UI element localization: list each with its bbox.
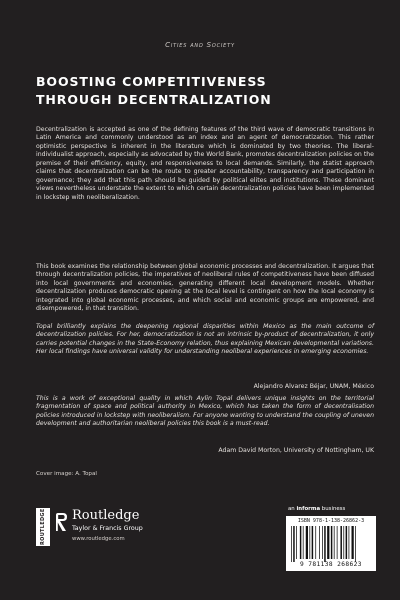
informa-brand: informa <box>296 506 321 512</box>
barcode-number: 9 781138 268623 <box>300 561 362 568</box>
barcode-bars <box>290 526 372 562</box>
barcode-bar <box>319 526 320 559</box>
endorsement-1-author: Alejandro Alvarez Béjar, UNAM, México <box>253 383 374 390</box>
endorsement-1-text: Topal brilliantly explains the deepening regional disparities within Mexico as the main outcome of decentralization policies. For her, democratization is not an intrinsic by-product of decentralization, it only carries potential changes in the State-Economy relation, thus explaining Mexican developmental variations. Her local findings have universal validity for understanding neoliberal experiences in emerging economies. <box>36 323 374 356</box>
barcode-bar <box>309 526 310 559</box>
publisher-group: Taylor & Francis Group <box>72 525 143 532</box>
barcode-bar <box>340 526 342 559</box>
barcode-bar <box>343 526 344 559</box>
publisher-name: Routledge <box>72 508 140 523</box>
book-title <box>36 73 376 109</box>
isbn-label: ISBN 978-1-138-26862-3 <box>297 518 365 524</box>
barcode-bar <box>349 526 350 559</box>
informa-prefix: an <box>288 506 297 512</box>
barcode-bar <box>337 526 338 559</box>
barcode-bar <box>327 526 329 559</box>
barcode-bar <box>293 526 295 562</box>
publisher-logo <box>36 508 186 553</box>
publisher-spine-word: ROUTLEDGE <box>36 508 50 546</box>
series-name: Cities and Society <box>165 41 235 49</box>
barcode-bar <box>334 526 335 559</box>
barcode-bar <box>303 526 304 559</box>
barcode-bar <box>352 526 354 559</box>
book-title-line-2: THROUGH DECENTRALIZATION <box>36 92 272 107</box>
barcode-bar <box>291 526 292 562</box>
informa-suffix: business <box>320 506 346 512</box>
publisher-url: www.routledge.com <box>72 536 125 542</box>
endorsement-2-author: Adam David Morton, University of Nottingham, UK <box>218 447 374 454</box>
barcode-bar <box>306 526 308 559</box>
routledge-mark-icon <box>54 512 68 532</box>
barcode-bar <box>355 526 356 562</box>
endorsement-2-text: This is a work of exceptional quality in which Aylin Topal delivers unique insights on the territorial fragmentation of space and political authority in Mexico, which has taken the form of decentralisation policies introduced in lockstep with neoliberalism. For anyone wanting to understand the coupling of uneven development and authoritarian neoliberal policies this book is a must-read. <box>36 395 374 428</box>
barcode-bar <box>322 526 323 559</box>
barcode-bar <box>312 526 314 559</box>
blurb-paragraph-1: Decentralization is accepted as one of the defining features of the third wave of democratic transitions in Latin America and commonly understood as an index and an agent of democratization. This rather optimistic perspective is inherent in the literature which is dominated by two theories. The liberal-individualist approach, especially as advocated by the World Bank, promotes decentralization policies on the premise of their efficiency, equity, and responsiveness to local demands. Similarly, the statist approach claims that decentralization can be the route to greater accountability, transparency and participation in governance; they add that this path should be guided by political elites and institutions. These dominant views nevertheless understate the extent to which certain decentralization policies have been implemented in lockstep with neoliberalization. <box>36 126 374 201</box>
informa-business-label <box>288 506 345 512</box>
barcode-bar <box>346 526 348 559</box>
book-title-line-1: BOOSTING COMPETITIVENESS <box>36 74 267 89</box>
barcode-bar <box>300 526 302 559</box>
cover-image-credit: Cover image: A. Topal <box>36 471 97 477</box>
barcode-bar <box>324 526 326 562</box>
barcode-bar <box>296 526 297 559</box>
barcode-bar <box>315 526 316 559</box>
barcode-bar <box>331 526 333 559</box>
blurb-paragraph-2: This book examines the relationship between global economic processes and decentralization. It argues that through decentralization policies, the imperatives of neoliberal rules of competitiveness have been diffused into local governments and economies, generating different local development models. Whether decentralization produces democratic opening at the local level is contingent on how the local economy is integrated into global economic processes, and which social and economic groups are empowered, and disempowered, in that transition. <box>36 263 374 313</box>
barcode <box>286 516 376 571</box>
